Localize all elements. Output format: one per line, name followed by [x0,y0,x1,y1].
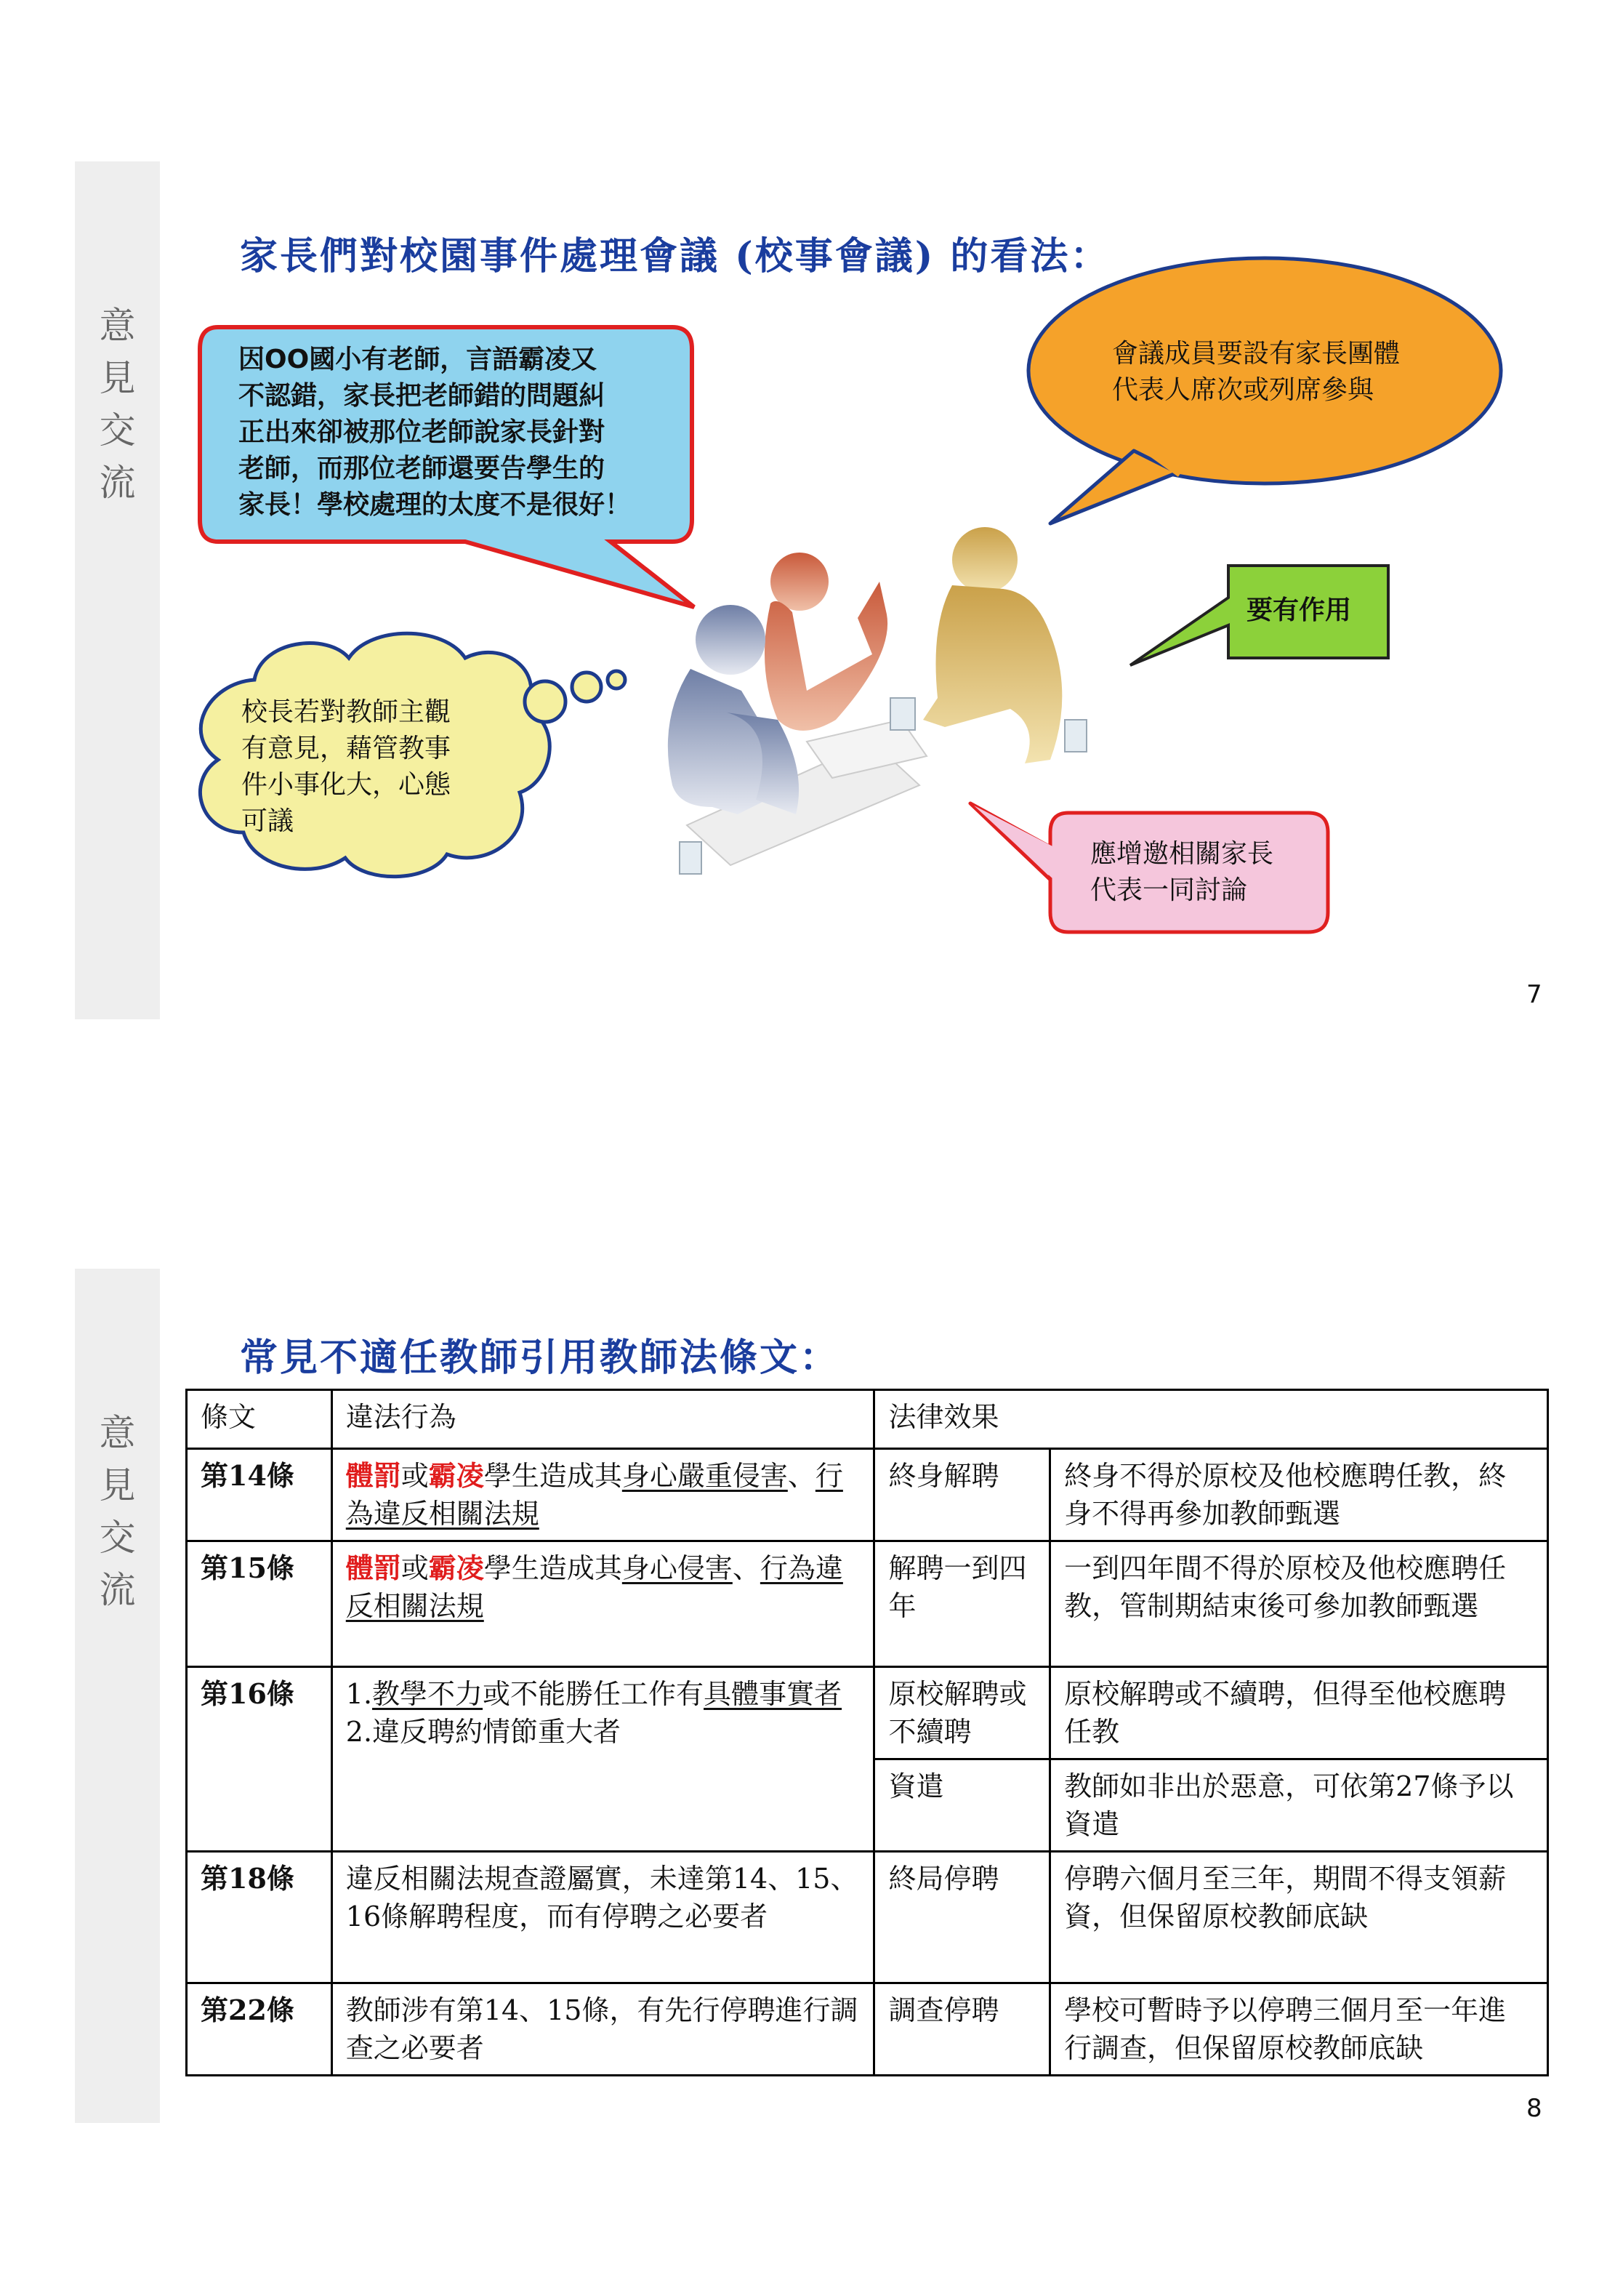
bubble-line: 不認錯，家長把老師錯的問題糾 [238,381,605,411]
bubble-line: 可議 [241,806,294,836]
header-violation: 違法行為 [331,1390,874,1449]
text: 或 [400,1460,429,1492]
orange-bubble-text [1112,336,1400,409]
sidebar-char: 意 [99,305,136,347]
detail-cell: 一到四年間不得於原校及他校應聘任教，管制期結束後可參加教師甄選 [1050,1541,1548,1667]
teacher-law-table [185,1389,1549,2076]
text: 、 [732,1552,760,1584]
detail-cell: 終身不得於原校及他校應聘任教，終身不得再參加教師甄選 [1050,1449,1548,1541]
article-cell: 第16條 [187,1667,332,1852]
effect-cell: 終身解聘 [874,1449,1050,1541]
sidebar-char: 見 [99,1464,136,1506]
bubble-line: 代表一同討論 [1090,875,1248,905]
table-row [187,1983,1548,2076]
effect-cell: 原校解聘或不續聘 [874,1667,1050,1759]
underlined-text: 身心嚴重侵害 [621,1460,788,1492]
text: 2.違反聘約情節重大者 [345,1716,621,1748]
pink-bubble-text [1090,836,1273,909]
sidebar-char: 意 [99,1412,136,1454]
bubble-line: 老師，而那位老師還要告學生的 [238,454,605,483]
detail-cell: 教師如非出於惡意，可依第27條予以資遣 [1050,1759,1548,1852]
page-number-7: 7 [1526,980,1542,1009]
detail-cell: 原校解聘或不續聘，但得至他校應聘任教 [1050,1667,1548,1759]
effect-cell: 終局停聘 [874,1852,1050,1983]
underlined-text: 教學不力 [372,1678,483,1710]
red-term: 霸凌 [428,1552,484,1584]
detail-cell: 停聘六個月至三年，期間不得支領薪資，但保留原校教師底缺 [1050,1852,1548,1983]
bubble-line: 代表人席次或列席參與 [1112,375,1374,405]
underlined-text: 行為違反相關法規 [345,1460,843,1530]
green-callout-text: 要有作用 [1247,595,1352,625]
bubble-line: 正出來卻被那位老師說家長針對 [238,417,605,447]
text: 學生造成其 [483,1552,622,1584]
page-title-2: 常見不適任教師引用教師法條文： [240,1336,840,1380]
sidebar-char: 見 [99,357,136,399]
sidebar-label-panel-2 [75,1269,160,2123]
violation-cell [331,1449,874,1541]
bubble-line: 校長若對教師主觀 [241,697,451,727]
text: 1. [345,1678,373,1710]
article-cell: 第14條 [187,1449,332,1541]
red-term: 霸凌 [428,1459,484,1492]
violation-cell: 違反相關法規查證屬實，未達第14、15、16條解聘程度，而有停聘之必要者 [331,1852,874,1983]
header-article: 條文 [187,1390,332,1449]
red-term: 體罰 [345,1552,401,1584]
effect-cell: 解聘一到四年 [874,1541,1050,1667]
bubble-line: 件小事化大，心態 [241,770,451,800]
text: 或不能勝任工作有 [483,1678,704,1710]
article-cell: 第15條 [187,1541,332,1667]
bubble-line: 會議成員要設有家長團體 [1112,339,1401,369]
text: 學生造成其 [483,1460,622,1492]
bubble-line: 因OO國小有老師，言語霸凌又 [238,345,597,374]
sidebar-char: 流 [99,1569,136,1611]
effect-cell: 調查停聘 [874,1983,1050,2076]
underlined-text: 行為違反相關法規 [345,1552,843,1622]
table-row [187,1667,1548,1759]
blue-bubble-text [238,342,631,523]
underlined-text: 身心侵害 [621,1552,733,1584]
violation-cell [331,1667,874,1852]
underlined-text: 具體事實者 [704,1678,842,1710]
effect-cell: 資遣 [874,1759,1050,1852]
article-cell: 第18條 [187,1852,332,1983]
bubble-line: 家長！學校處理的太度不是很好！ [238,490,632,520]
header-effect: 法律效果 [874,1390,1548,1449]
sidebar-char: 交 [99,409,136,451]
page-title-1: 家長們對校園事件處理會議 (校事會議) 的看法： [240,234,1111,278]
page-number-8: 8 [1526,2094,1542,2123]
bubble-line: 應增邀相關家長 [1090,839,1274,869]
article-cell: 第22條 [187,1983,332,2076]
table-header-row [187,1390,1548,1449]
bubble-line: 有意見，藉管教事 [241,734,451,763]
table-row [187,1449,1548,1541]
table-row [187,1852,1548,1983]
detail-cell: 學校可暫時予以停聘三個月至一年進行調查，但保留原校教師底缺 [1050,1983,1548,2076]
red-term: 體罰 [345,1459,401,1492]
text: 或 [400,1552,429,1584]
sidebar-char: 流 [99,462,136,504]
text: 、 [787,1460,815,1492]
sidebar-char: 交 [99,1517,136,1559]
cloud-bubble-text [241,694,451,840]
table-row [187,1541,1548,1667]
meeting-people-icon [668,527,1087,874]
violation-cell [331,1541,874,1667]
violation-cell: 教師涉有第14、15條，有先行停聘進行調查之必要者 [331,1983,874,2076]
